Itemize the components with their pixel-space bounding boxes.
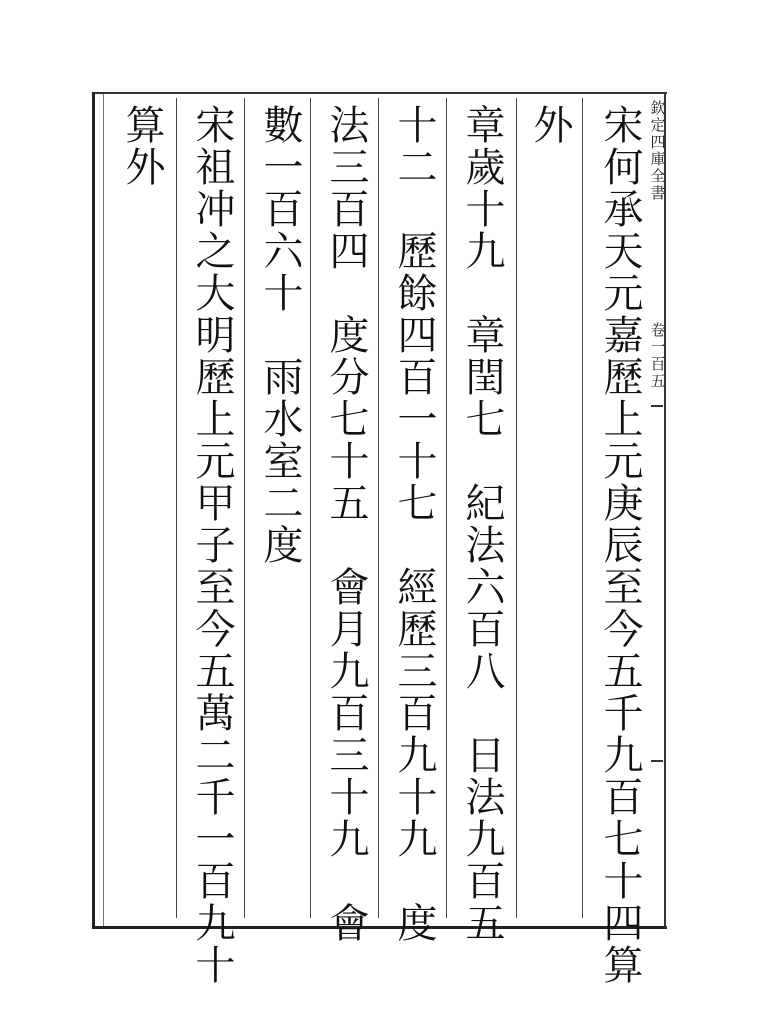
text-column-7 [182,104,242,986]
frame-left-border [92,92,95,928]
text-column-4 [384,104,444,944]
column-text: 數一百六十 雨水室二度 [257,104,303,566]
header-volume: 卷一百五 [648,322,667,390]
column-rule [582,98,583,918]
column-rule [378,98,379,918]
text-column-5 [316,104,376,944]
fishtail-mark-top [651,405,663,407]
column-rule [446,98,447,918]
column-rule [310,98,311,918]
column-text: 宋何承天元嘉歷上元庚辰至今五千九百七十四算 [597,104,643,986]
frame-top-border [92,92,667,94]
text-column-3 [452,104,512,944]
margin-header [648,100,666,390]
text-column-2 [520,104,580,146]
frame-bottom-border [92,926,667,929]
column-rule [176,98,177,918]
frame-left-inner-border [103,94,104,926]
fishtail-mark-bottom [651,760,663,762]
column-text: 十二 歷餘四百一十七 經歷三百九十九 度 [391,104,437,944]
text-column-1 [590,104,650,986]
column-rule [516,98,517,918]
header-title: 欽定四庫全書 [648,100,667,202]
text-column-6 [250,104,310,566]
text-column-8 [112,104,172,188]
column-rule [244,98,245,918]
column-text: 算外 [119,104,165,188]
column-text: 法三百四 度分七十五 會月九百三十九 會 [323,104,369,944]
column-text: 章歲十九 章閏七 紀法六百八 日法九百五 [459,104,505,944]
column-text: 外 [527,104,573,146]
column-text: 宋祖冲之大明歷上元甲子至今五萬二千一百九十 [189,104,235,986]
